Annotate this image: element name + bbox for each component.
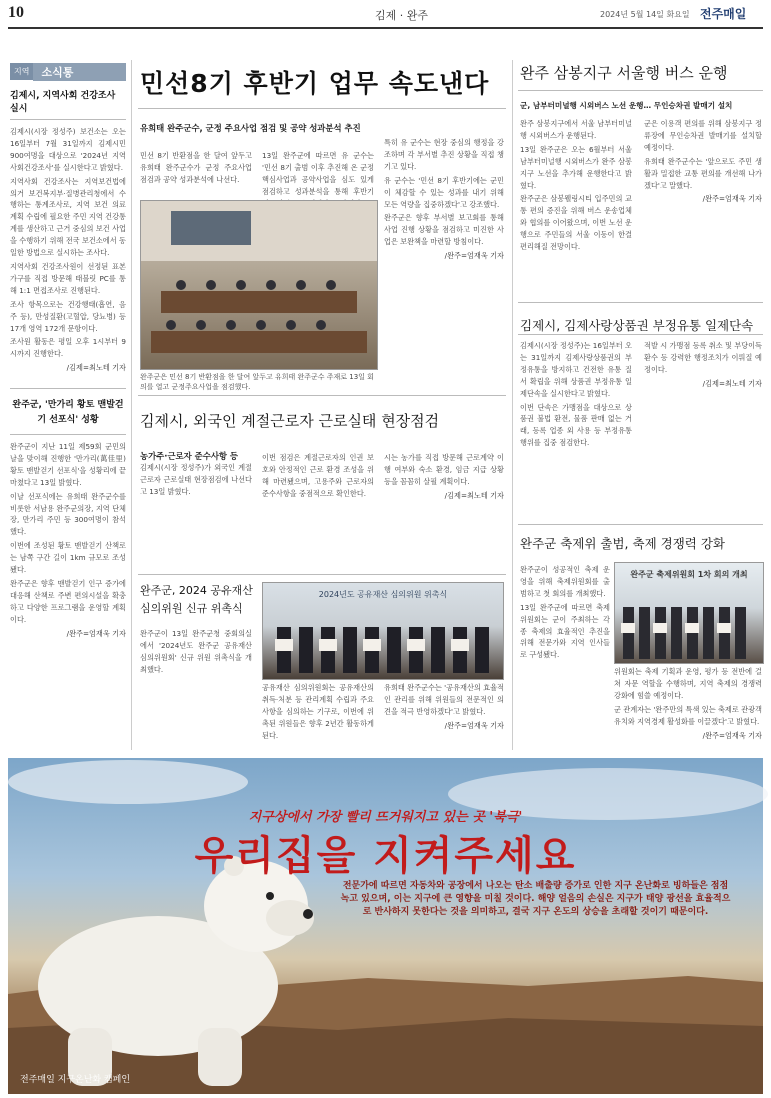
divider [518, 524, 763, 525]
meeting-photo-illustration [141, 201, 377, 369]
divider [138, 395, 506, 396]
paragraph: 특히 유 군수는 현장 중심의 행정을 강조하며 각 부서별 추진 상황을 직접 챙기고 있다. [384, 138, 504, 171]
festival-photo-illustration [615, 563, 763, 663]
byline: /완주=엄재욱 기자 [66, 628, 126, 638]
committee-photo-label: 2024년도 공유재산 심의위원 위촉식 [318, 590, 448, 599]
paragraph: 민선 8기 반환점을 한 달여 앞두고 유희태 완주군수가 군정 주요사업 점검과 공약 성과분석에 나선다. [140, 151, 252, 184]
header-rule [8, 27, 763, 29]
sidebar-item2 [10, 398, 126, 723]
paragraph: 군은 이용객 편의를 위해 삼봉지구 정류장에 무인승차권 발매기를 설치할 예정이다. [644, 119, 762, 152]
paragraph: 완주군이 성공적인 축제 운영을 위해 축제위원회를 출범하고 첫 회의를 개최했다. [520, 565, 610, 598]
gift-col1 [520, 340, 632, 520]
committee-headline: 완주군, 2024 공유재산 [140, 584, 253, 597]
gift-headline: 김제시, 김제사랑상품권 부정유통 일제단속 [520, 318, 754, 333]
worker-col3 [384, 452, 504, 570]
main-headline: 민선8기 후반기 업무 속도낸다 [140, 69, 490, 98]
festival-headline: 완주군 축제위 출범, 축제 경쟁력 강화 [520, 536, 725, 551]
main-subhead: 유희태 완주군수, 군정 주요사업 점검 및 공약 성과분석 추진 [140, 123, 361, 133]
ad-subtitle: 지구상에서 가장 빨리 뜨거워지고 있는 곳 '북극' [248, 810, 523, 825]
column-divider [131, 60, 132, 750]
divider [10, 119, 126, 120]
paragraph: 완주군은 향후 부서별 보고회를 통해 사업 진행 상황을 점검하고 미진한 사업은 보완책을 마련할 방침이다. [384, 213, 504, 247]
festival-col2 [614, 666, 762, 738]
byline: /완주=엄재욱 기자 [702, 194, 762, 204]
paper-name: 전주매일 [700, 7, 747, 21]
divider [518, 334, 763, 335]
paragraph: 위원회는 축제 기획과 운영, 평가 등 전반에 걸쳐 자문 역할을 수행하며, 지역 축제의 경쟁력 강화에 힘쓸 예정이다. [614, 667, 762, 700]
bus-col1 [520, 118, 632, 296]
column-divider [512, 60, 513, 750]
paragraph: 13일 완주군은 오는 6월부터 서울 남부터미널행 시외버스가 완주 삼봉지구 노선을 추가해 운행한다고 밝혔다. [520, 144, 632, 190]
ad-title: 우리집을 지켜주세요 [194, 833, 577, 879]
divider [518, 90, 763, 91]
meeting-photo [140, 200, 378, 370]
sidebar-item1 [10, 88, 126, 378]
committee-col1 [140, 628, 252, 736]
bus-headline: 완주 삼봉지구 서울행 버스 운행 [520, 64, 728, 82]
festival-photo [614, 562, 764, 664]
worker-col1 [140, 462, 252, 570]
byline: /완주=엄재욱 기자 [444, 251, 504, 261]
committee-photo-illustration [263, 583, 503, 679]
paragraph: 이번에 조성된 황토 맨발걷기 산책로는 남쪽 구간 길이 1km 규모로 조성됐다. [10, 541, 126, 575]
ad-body: 전문가에 따르면 자동차와 공장에서 나오는 탄소 배출량 증가로 인한 지구 온난화로 빙하들은 점점 녹고 있으며, 이는 지구에 큰 영향을 미칠 것이다. 해양 얼음의 손실은 지구가 태양 광선을 효율적으로 반사하지 못한다는 것을 의미하고, 결국 지구 온도의 상승을 초래할 것이기 때문이다. [340, 881, 731, 917]
main-photo-caption: 완주군은 민선 8기 반환점을 한 달여 앞두고 유희태 완주군수 주재로 13일 회의를 열고 군정주요사업을 점검했다. [140, 373, 374, 391]
bus-col2 [644, 118, 762, 314]
paragraph: 적발 시 가맹점 등록 취소 및 부당이득 환수 등 강력한 행정조치가 이뤄질 예정이다. [644, 341, 762, 374]
paragraph: 완주군이 지난 11일 제59회 군민의 날을 맞이해 진행한 '만가리(萬佳里) 황토 맨발걷기 선포식'을 성황리에 끝마쳤다고 13일 밝혔다. [10, 442, 126, 487]
paragraph: 이날 선포식에는 유희태 완주군수를 비롯한 서남용 완주군의장, 지역 단체장, 만가리 주민 등 300여명이 참석했다. [10, 491, 126, 537]
paragraph: 13일 완주군에 따르면 축제위원회는 군이 주최하는 각종 축제의 효율적인 추진을 위해 전문가와 지역 인사들로 구성됐다. [520, 602, 610, 660]
divider [10, 388, 126, 389]
paragraph: 이번 점검은 계절근로자의 인권 보호와 안정적인 근로 환경 조성을 위해 마련됐으며, 고용주와 근로자의 준수사항을 중점적으로 확인한다. [262, 453, 374, 498]
paragraph: 완주군은 향후 맨발걷기 인구 증가에 대응해 산책로 주변 편의시설을 확충하고 다양한 프로그램을 운영할 계획이다. [10, 578, 126, 624]
worker-headline: 김제시, 외국인 계절근로자 근로실태 현장점검 [140, 412, 440, 430]
paragraph: 김제시(시장 정성주)는 16일부터 오는 31일까지 김제사랑상품권의 부정유통을 방지하고 건전한 유통 질서 확립을 위해 상품권 부정유통 일제단속을 실시한다고 밝혔다. [520, 341, 632, 398]
divider [138, 574, 506, 575]
paragraph: 완주군은 삼봉웰링시티 입주민의 교통 편의 증진을 위해 버스 운송업체와 협의를 이어왔으며, 이번 노선 운행으로 주민들의 서울 이동이 한결 편리해질 전망이다. [520, 194, 632, 252]
paragraph: 완주군이 13일 완주군청 중회의실에서 '2024년도 완주군 공유재산 심의위원회' 신규 위원 위촉식을 개최했다. [140, 629, 252, 674]
divider [10, 434, 126, 435]
paragraph: 김제시(시장 정성주) 보건소는 오는 16일부터 7월 31일까지 김제시민 900여명을 대상으로 '2024년 지역사회건강조사'를 실시한다고 밝혔다. [10, 127, 126, 172]
paragraph: 유 군수는 '민선 8기 후반기에는 군민이 체감할 수 있는 성과를 내기 위해 모든 역량을 집중하겠다'고 강조했다. [384, 175, 504, 209]
sidebar-tag [10, 62, 126, 81]
festival-col1 [520, 564, 610, 734]
worker-col2 [262, 452, 374, 570]
worker-subhead: 농가주·근로자 준수사항 등 [140, 451, 239, 461]
sidebar-item2-title: 완주군, '만가리 황토 맨발걷기 선포식' 성황 [12, 400, 124, 425]
main-col1 [140, 150, 252, 196]
main-col3 [384, 137, 504, 385]
page-number: 10 [8, 4, 24, 21]
divider [138, 108, 506, 109]
section-name: 김제 · 완주 [375, 9, 428, 22]
paragraph: 김제시(시장 정성주)가 외국인 계절근로자 근로실태 현장점검에 나선다고 13일 밝혔다. [140, 463, 252, 496]
committee-col3 [384, 682, 504, 734]
committee-headline2: 심의위원 신규 위촉식 [140, 602, 243, 615]
sidebar-tag-label: 지역 [10, 63, 33, 80]
byline: /김제=최노테 기자 [66, 363, 126, 373]
byline: /완주=엄재욱 기자 [444, 720, 504, 730]
sidebar-item1-title: 김제시, 지역사회 건강조사 실시 [10, 91, 116, 114]
committee-photo [262, 582, 504, 680]
sidebar-tag-title: 소식통 [33, 63, 126, 81]
byline: /완주=엄재욱 기자 [702, 730, 762, 740]
main-col2 [262, 150, 374, 196]
byline: /김제=최노테 기자 [702, 378, 762, 388]
divider [518, 302, 763, 303]
paragraph: 시는 농가를 직접 방문해 근로계약 이행 여부와 숙소 환경, 임금 지급 상황 등을 꼼꼼히 살필 계획이다. [384, 453, 504, 486]
paragraph: 군 관계자는 '완주만의 특색 있는 축제로 관광객 유치와 지역경제 활성화를 이끌겠다'고 밝혔다. [614, 704, 762, 726]
paragraph: 이번 단속은 가맹점을 대상으로 상품권 불법 환전, 물품 판매 없는 거래, 등록 업종 외 사용 등 부정유통 행위를 집중 점검한다. [520, 402, 632, 448]
committee-col2 [262, 682, 374, 740]
paragraph: 유희태 완주군수는 '앞으로도 주민 생활과 밀접한 교통 편의를 개선해 나가겠다'고 말했다. [644, 156, 762, 190]
paragraph: 완주 삼봉지구에서 서울 남부터미널행 시외버스가 운행된다. [520, 119, 632, 140]
festival-photo-label: 완주군 축제위원회 1차 회의 개최 [630, 570, 748, 579]
bus-subhead: 군, 남부터미널행 시외버스 노선 운행… 무인승차권 발매기 설치 [520, 101, 733, 110]
paragraph: 지역사회 건강조사원이 선정된 표본 가구를 직접 방문해 태블릿 PC를 통해 1:1 면접조사로 진행된다. [10, 261, 126, 295]
issue-date: 2024년 5월 14일 화요일 [600, 10, 690, 19]
ad-corner-text: 전주매일 지구온난화 캠페인 [20, 1075, 131, 1085]
gift-col2 [644, 340, 762, 520]
paragraph: 유희태 완주군수는 '공유재산의 효율적인 관리를 위해 위원들의 전문적인 의견을 적극 반영하겠다'고 밝혔다. [384, 683, 504, 716]
climate-ad [8, 758, 763, 1094]
byline: /김제=최노테 기자 [444, 490, 504, 500]
paragraph: 조사원 활동은 평일 오후 1시부터 9시까지 진행한다. [10, 337, 126, 359]
paragraph: 지역사회 건강조사는 지역보건법에 의거 보건복지부·질병관리청에서 수행하는 통계조사로, 지역 보건 의료 계획 수립에 필요한 주민 지역 건강통계를 생산하고 근거 중심의 보건 사업을 수행하기 위해 전국 보건소에서 동일한 방법으로 실시하는 조사다. [10, 176, 126, 258]
paragraph: 공유재산 심의위원회는 공유재산의 취득·처분 등 관리계획 수립과 주요 사항을 심의하는 기구로, 이번에 위촉된 위원들은 향후 2년간 활동하게 된다. [262, 683, 374, 740]
paragraph: 13일 완주군에 따르면 유 군수는 '민선 8기 출범 이후 추진해 온 군정 핵심사업과 공약사업을 심도 있게 점검하고 성과분석을 통해 후반기 [262, 151, 374, 196]
paragraph: 조사 항목으로는 건강행태(흡연, 음주 등), 만성질환(고혈압, 당뇨병) 등 17개 영역 172개 문항이다. [10, 299, 126, 333]
